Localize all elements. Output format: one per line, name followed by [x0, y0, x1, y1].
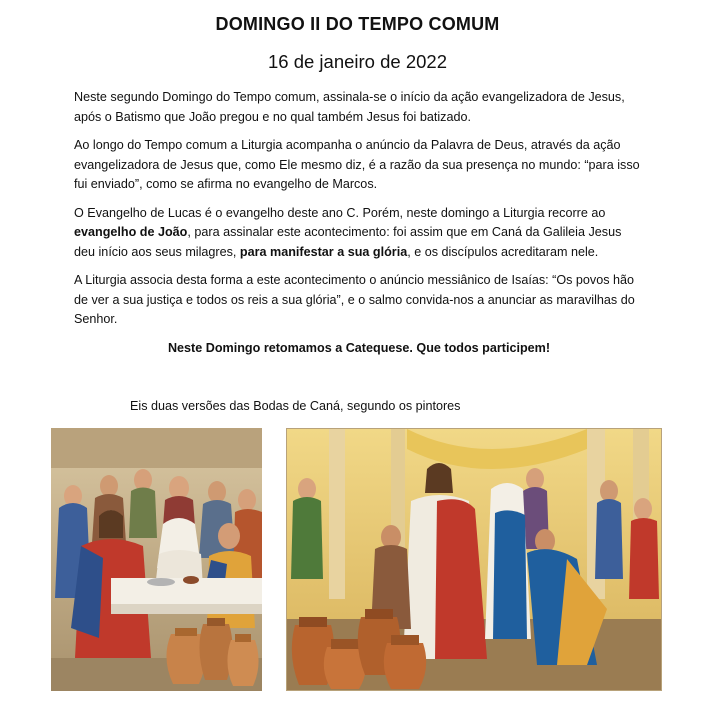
body-text — [74, 88, 644, 367]
paragraph-3-bold-gospel: evangelho de João — [74, 225, 188, 239]
paragraph-3-text-a: O Evangelho de Lucas é o evangelho deste ano C. Porém, neste domingo a Liturgia recorre ao — [74, 205, 606, 220]
wedding-cana-painting-right — [286, 428, 662, 691]
wedding-cana-painting-left — [51, 428, 262, 691]
paragraph-3-text-c: , e os discípulos acreditaram nele. — [407, 244, 599, 259]
paragraph-2: Ao longo do Tempo comum a Liturgia acompanha o anúncio da Palavra de Deus, através da ação evangelizadora de Jesus que, como Ele mesmo diz, é a razão da sua presença no mundo: “para isso fui enviado”, como se afirma no evangelho de Marcos. — [74, 138, 640, 191]
paragraph-3-text-b: , para assinalar este acontecimento: foi assim que em Caná da Galileia Jesus deu início aos seus milagres, — [74, 225, 622, 259]
document-date: 16 de janeiro de 2022 — [268, 51, 447, 72]
paragraph-4: A Liturgia associa desta forma a este acontecimento o anúncio messiânico de Isaías: “Os povos hão de ver a sua justiça e todos os reis a sua glória”, e o salmo convida-nos a anunciar as maravilhas do Senhor. — [74, 273, 635, 326]
images-caption: Eis duas versões das Bodas de Caná, segundo os pintores — [130, 399, 461, 413]
catechesis-announcement: Neste Domingo retomamos a Catequese. Que todos participem! — [167, 340, 551, 355]
document-title: DOMINGO II DO TEMPO COMUM — [215, 14, 500, 34]
paragraph-1: Neste segundo Domingo do Tempo comum, assinala-se o início da ação evangelizadora de Jesus, após o Batismo que João pregou e no qual também Jesus foi batizado. — [74, 90, 625, 124]
paragraph-3 — [74, 204, 644, 263]
paragraph-3-bold-glory: para manifestar a sua glória — [239, 244, 408, 259]
